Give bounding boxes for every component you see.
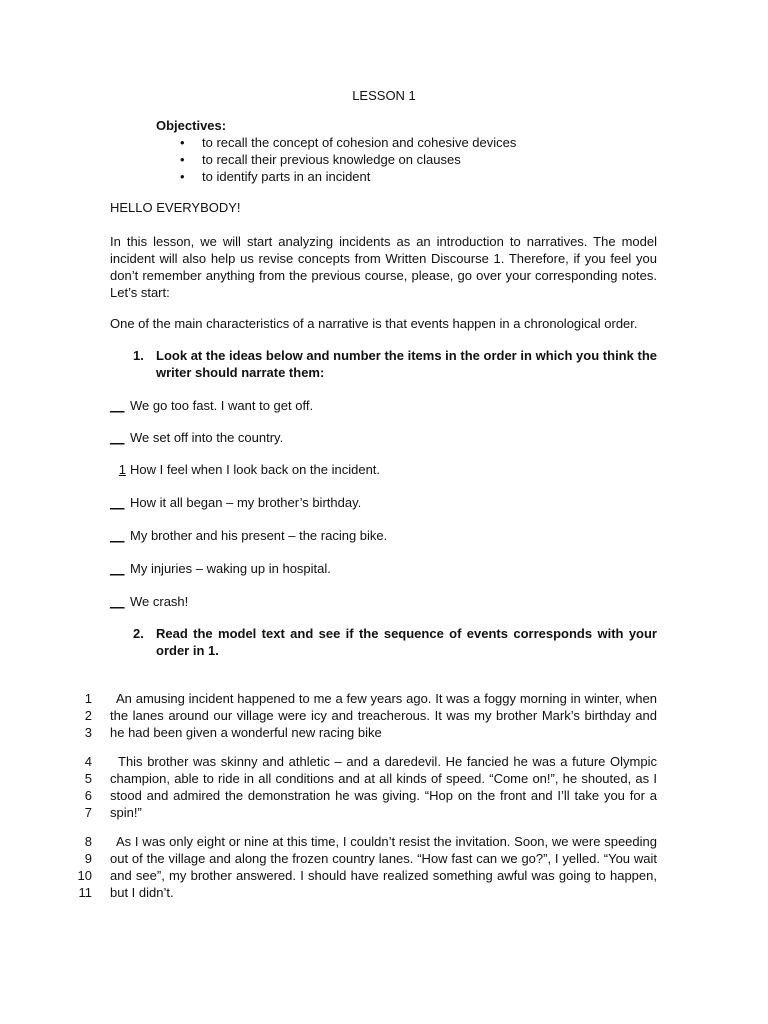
- order-blank[interactable]: __: [110, 430, 125, 445]
- line-number: 4: [84, 754, 92, 769]
- ordering-item: [110, 527, 387, 544]
- ordering-item: [110, 397, 313, 414]
- order-item-text: We set off into the country.: [130, 430, 284, 445]
- line-number: 5: [84, 771, 92, 786]
- line-number: 2: [84, 708, 92, 723]
- order-blank[interactable]: __: [110, 495, 125, 510]
- chronology-note: One of the main characteristics of a narrative is that events happen in a chronological order.: [110, 316, 638, 331]
- ordering-item: [110, 593, 188, 610]
- order-blank[interactable]: __: [110, 594, 125, 609]
- line-numbers: [60, 753, 92, 821]
- line-number: 9: [84, 851, 92, 866]
- line-number: 11: [78, 885, 92, 900]
- question-number: 1.: [133, 348, 144, 363]
- story-paragraph: This brother was skinny and athletic – and a daredevil. He fancied he was a future Olympic champion, able to ride in all conditions and at all kinds of speed. “Come on!”, he shouted, as I stood and admired the demonstration he was giving. “Hop on the front and I’ll take you for a spin!”: [110, 754, 657, 820]
- order-item-text: We crash!: [130, 594, 189, 609]
- objective-text: to recall their previous knowledge on clauses: [202, 152, 461, 167]
- line-numbers: [60, 690, 92, 741]
- story-paragraph: As I was only eight or nine at this time, I couldn’t resist the invitation. Soon, we were speeding out of the village and along the frozen country lanes. “How fast can we go?”, I yelled. “You wait and see”, my brother answered. I should have realized something awful was going to happen, but I didn’t.: [110, 834, 657, 900]
- line-number: 8: [84, 834, 92, 849]
- objective-text: to recall the concept of cohesion and cohesive devices: [202, 135, 517, 150]
- objectives-heading: Objectives:: [156, 118, 227, 133]
- line-numbers: [60, 833, 92, 901]
- intro-paragraph: In this lesson, we will start analyzing incidents as an introduction to narratives. The model incident will also help us revise concepts from Written Discourse 1. Therefore, if you feel you don’t remember anything from the previous course, please, go over your corresponding notes. Let’s start:: [110, 234, 657, 300]
- order-blank[interactable]: __: [110, 561, 125, 576]
- order-item-text: How it all began – my brother’s birthday.: [130, 495, 362, 510]
- question-1: [133, 347, 657, 381]
- bullet-icon: •: [180, 135, 185, 150]
- story-paragraph: An amusing incident happened to me a few years ago. It was a foggy morning in winter, when the lanes around our village were icy and treacherous. It was my brother Mark’s birthday and he had been given a wonderful new racing bike: [110, 691, 657, 740]
- line-number: 1: [84, 691, 92, 706]
- line-number: 7: [84, 805, 92, 820]
- bullet-icon: •: [180, 169, 185, 184]
- ordering-item: [110, 560, 331, 577]
- order-item-text: My brother and his present – the racing bike.: [130, 528, 388, 543]
- greeting: HELLO EVERYBODY!: [110, 200, 241, 215]
- line-number: 3: [84, 725, 92, 740]
- order-blank[interactable]: 1: [118, 462, 126, 477]
- objective-item: [180, 151, 516, 168]
- line-number: 10: [77, 868, 92, 883]
- question-text: Read the model text and see if the sequence of events corresponds with your order in 1.: [156, 626, 657, 658]
- bullet-icon: •: [180, 152, 185, 167]
- ordering-item: [110, 461, 380, 478]
- objectives-list: [180, 134, 516, 185]
- order-item-text: How I feel when I look back on the incident.: [130, 462, 381, 477]
- question-text: Look at the ideas below and number the items in the order in which you think the writer should narrate them:: [156, 348, 657, 380]
- order-blank[interactable]: __: [110, 528, 125, 543]
- objective-item: [180, 134, 516, 151]
- objective-item: [180, 168, 516, 185]
- lesson-title: LESSON 1: [352, 88, 416, 103]
- ordering-item: [110, 494, 361, 511]
- line-number: 6: [84, 788, 92, 803]
- question-number: 2.: [133, 626, 144, 641]
- order-item-text: My injuries – waking up in hospital.: [130, 561, 331, 576]
- order-blank[interactable]: __: [110, 398, 125, 413]
- objective-text: to identify parts in an incident: [202, 169, 371, 184]
- order-item-text: We go too fast. I want to get off.: [130, 398, 314, 413]
- question-2: [133, 625, 657, 659]
- ordering-item: [110, 429, 283, 446]
